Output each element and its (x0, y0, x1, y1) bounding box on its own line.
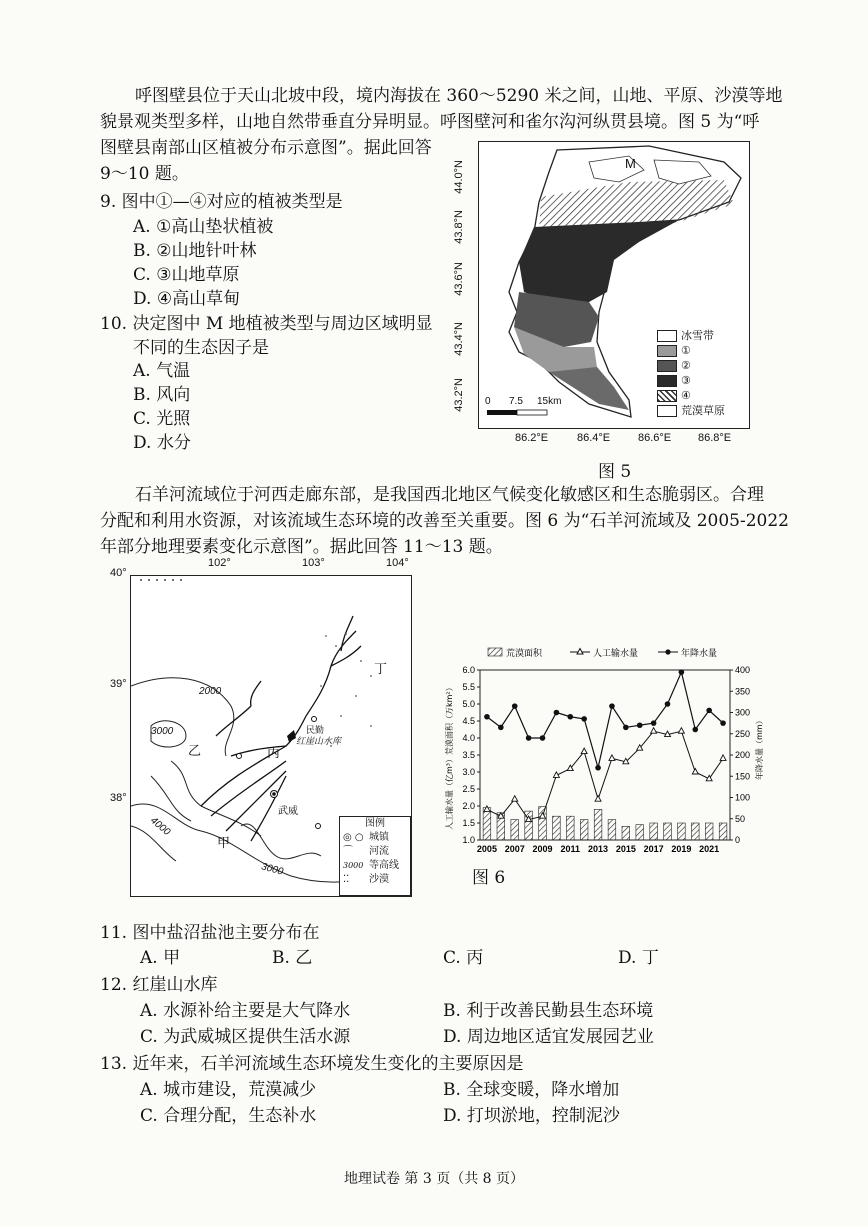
fig6-place-bing: 丙 (267, 746, 281, 761)
fig6-desert-area (320, 633, 372, 747)
fig6-label-reservoir: 红崖山水库 (296, 736, 342, 746)
chart-frame (480, 670, 730, 840)
desert-area-bar (553, 816, 561, 840)
fig5-lat-axis (453, 150, 473, 430)
fig5-lat-label: 43.4°N (453, 322, 465, 356)
q12-option-a: A. 水源补给主要是大气降水 (140, 1001, 351, 1021)
fig5-legend-label: ① (681, 344, 691, 357)
precipitation-line (487, 672, 723, 768)
fig6-contour (151, 776, 191, 821)
fig5-scale-0: 0 (485, 396, 491, 407)
fig5-legend-item (657, 373, 747, 388)
q13-option-a: A. 城市建设，荒漠减少 (140, 1080, 317, 1100)
water-transfer-point (692, 769, 698, 775)
fig6-legend-item (340, 831, 410, 845)
left-axis-tick-label: 6.0 (462, 665, 475, 675)
q11-option-d: D. 丁 (618, 948, 659, 968)
water-transfer-point (595, 796, 601, 802)
left-axis-tick-label: 4.5 (462, 716, 475, 726)
fig5-scale-bar (517, 410, 547, 415)
left-axis-tick-label: 2.5 (462, 784, 475, 794)
desert-area-bar (719, 823, 727, 840)
fig6-place-yi: 乙 (188, 744, 202, 759)
precipitation-point (706, 708, 712, 714)
intro2-line1: 石羊河流域位于河西走廊东部，是我国西北地区气候变化敏感区和生态脆弱区。合理 (135, 485, 764, 505)
fig6-legend-item (340, 873, 410, 887)
q11-stem: 11. 图中盐沼盐池主要分布在 (100, 923, 320, 943)
left-axis-tick-label: 1.0 (462, 835, 475, 845)
fig5-legend (657, 328, 747, 418)
precipitation-point (554, 710, 560, 716)
legend-swatch-desert (488, 648, 502, 656)
fig5-lon-label: 86.4°E (577, 432, 611, 444)
left-axis-tick-label: 1.5 (462, 818, 475, 828)
q9-option-a: A. ①高山垫状植被 (133, 217, 274, 237)
fig6-legend-item (340, 859, 410, 873)
fig5-legend-label: 冰雪带 (681, 329, 714, 342)
fig6-lat-label: 40° (110, 567, 127, 579)
x-axis-tick-label: 2013 (588, 844, 609, 854)
right-axis-tick-label: 350 (735, 686, 751, 697)
water-transfer-point (512, 796, 518, 802)
right-axis-tick-label: 50 (735, 813, 746, 824)
precipitation-point (665, 701, 671, 707)
q12-option-c: C. 为武威城区提供生活水源 (140, 1027, 351, 1047)
precipitation-point (637, 722, 643, 728)
fig6-contour (171, 761, 261, 836)
x-axis-tick-label: 2005 (476, 844, 497, 854)
fig6-legend-item (340, 845, 410, 859)
precipitation-point (540, 735, 546, 741)
intro1-line2: 貌景观类型多样，山地自然带垂直分异明显。呼图壁河和雀尔沟河纵贯县境。图 5 为“呼 (100, 112, 760, 132)
q12-option-b: B. 利于改善民勤县生态环境 (443, 1001, 654, 1021)
fig6-reservoir-marker (287, 730, 296, 742)
desert-area-bar (691, 823, 699, 840)
precipitation-point (512, 703, 518, 709)
desert-symbol-icon: ⁚⁚ (343, 874, 350, 885)
desert-area-bar (664, 823, 672, 840)
legend-marker-circle (665, 649, 670, 654)
precipitation-point (595, 765, 601, 771)
x-axis-tick-label: 2019 (671, 844, 692, 854)
x-axis-tick-label: 2017 (643, 844, 664, 854)
desert-area-bar (511, 820, 519, 840)
precipitation-point (692, 727, 698, 733)
q10-option-d: D. 水分 (133, 433, 191, 453)
precipitation-point (623, 725, 629, 731)
precipitation-point (484, 714, 490, 720)
intro2-line2: 分配和利用水资源，对该流域生态环境的改善至关重要。图 6 为“石羊河流域及 2005-2022 (100, 511, 789, 531)
fig5-legend-item (657, 328, 747, 343)
left-axis-tick-label: 5.5 (462, 682, 475, 692)
fig6-chart (430, 640, 770, 870)
q13-option-b: B. 全球变暖，降水增加 (443, 1080, 620, 1100)
fig6-caption: 图 6 (472, 868, 506, 888)
fig5-legend-label: ② (681, 359, 691, 372)
fig6-place-ding: 丁 (374, 662, 388, 677)
fig5-legend-label: ④ (681, 389, 691, 402)
q13-option-c: C. 合理分配，生态补水 (140, 1106, 317, 1126)
x-axis-tick-label: 2021 (699, 844, 720, 854)
x-axis-tick-label: 2009 (532, 844, 553, 854)
left-axis-tick-label: 3.5 (462, 750, 475, 760)
fig5-legend-label: 荒漠草原 (681, 404, 725, 417)
legend-label: 人工输水量 (593, 649, 639, 659)
precipitation-point (567, 714, 573, 720)
fig5-caption: 图 5 (598, 462, 632, 482)
fig5-lat-label: 43.2°N (453, 378, 465, 412)
town-symbol-icon: ◎ ○ (343, 832, 364, 843)
fig6-chart-svg (430, 640, 770, 870)
right-axis-label: 年降水量（mm） (755, 716, 764, 780)
q11-option-a: A. 甲 (140, 948, 181, 968)
precipitation-point (581, 716, 587, 722)
left-axis-tick-label: 4.0 (462, 733, 475, 743)
fig6-label-wuwei: 武威 (278, 806, 298, 817)
water-transfer-point (609, 755, 615, 761)
precipitation-point (720, 720, 726, 726)
fig5-map (478, 141, 750, 429)
intro1-line1: 呼图壁县位于天山北坡中段，境内海拔在 360～5290 米之间，山地、平原、沙漠等地 (135, 86, 783, 106)
q11-option-c: C. 丙 (443, 948, 484, 968)
q9-option-b: B. ②山地针叶林 (133, 241, 257, 261)
precipitation-point (679, 669, 685, 675)
intro1-line4: 9～10 题。 (100, 164, 189, 184)
q13-option-d: D. 打坝淤地，控制泥沙 (443, 1106, 620, 1126)
intro1-line3: 图壁县南部山区植被分布示意图”。据此回答 (100, 138, 432, 158)
fig5-m-label: M (625, 156, 636, 171)
q10-option-c: C. 光照 (133, 409, 191, 429)
q9-option-c: C. ③山地草原 (133, 265, 240, 285)
right-axis-tick-label: 400 (735, 665, 751, 675)
fig5-legend-item (657, 343, 747, 358)
q9-stem: 9. 图中①—④对应的植被类型是 (100, 192, 343, 212)
fig5-scale-7.5: 7.5 (509, 396, 523, 407)
fig5-legend-item (657, 403, 747, 418)
precipitation-point (498, 725, 504, 731)
x-axis-tick-label: 2007 (504, 844, 525, 854)
fig5-scale-15km: 15km (537, 396, 562, 407)
q12-stem: 12. 红崖山水库 (100, 975, 218, 995)
water-transfer-line (487, 731, 723, 819)
fig6-map-legend (339, 816, 411, 896)
intro2-line3: 年部分地理要素变化示意图”。据此回答 11～13 题。 (100, 537, 503, 557)
fig6-legend-title: 图例 (365, 818, 385, 829)
contour-symbol-icon: 3000 (343, 861, 364, 870)
x-axis-tick-label: 2011 (560, 844, 581, 854)
fig6-legend-label: 城镇 (369, 832, 389, 843)
q12-option-d: D. 周边地区适宜发展园艺业 (443, 1027, 654, 1047)
precipitation-point (651, 720, 657, 726)
desert-area-bar (678, 823, 686, 840)
q13-stem: 13. 近年来，石羊河流域生态环境发生变化的主要原因是 (100, 1054, 524, 1074)
fig5-legend-item (657, 358, 747, 373)
desert-area-bar (539, 807, 547, 840)
river-symbol-icon: ⌒ (343, 846, 353, 857)
fig5-scale-bar (487, 410, 517, 415)
desert-area-bar (636, 825, 644, 840)
desert-area-bar (580, 820, 588, 840)
q10-stem-line2: 不同的生态因子是 (133, 338, 269, 358)
legend-label: 荒漠面积 (506, 649, 543, 659)
desert-area-bar (566, 816, 574, 840)
precipitation-point (526, 735, 532, 741)
desert-area-bar (608, 820, 616, 840)
x-axis-tick-label: 2015 (615, 844, 636, 854)
fig5-zone-3 (519, 220, 679, 304)
q11-option-b: B. 乙 (272, 948, 313, 968)
fig6-contour-label: 3000 (259, 861, 285, 878)
fig6-lat-label: 39° (110, 678, 127, 690)
q10-stem-line1: 10. 决定图中 M 地植被类型与周边区域明显 (100, 314, 433, 334)
left-axis-tick-label: 3.0 (462, 767, 475, 777)
desert-area-bar (622, 826, 630, 840)
fig6-desert-dots (140, 579, 182, 581)
desert-area-bar (650, 823, 658, 840)
legend-marker-triangle (577, 649, 583, 655)
fig5-lat-label: 44.0°N (453, 160, 465, 194)
page-footer: 地理试卷 第 3 页（共 8 页） (343, 1171, 525, 1187)
fig6-label-minqin: 民勤 (306, 725, 325, 735)
fig6-legend-label: 等高线 (369, 860, 399, 871)
fig6-lon-label: 104° (386, 557, 409, 569)
water-transfer-point (720, 755, 726, 761)
fig5-lat-label: 43.6°N (453, 262, 465, 296)
fig5-lon-label: 86.6°E (638, 432, 672, 444)
precipitation-point (609, 703, 615, 709)
left-axis-tick-label: 5.0 (462, 699, 475, 709)
fig6-legend-label: 河流 (369, 846, 389, 857)
fig6-contour-label: 4000 (148, 815, 173, 838)
right-axis-tick-label: 200 (735, 750, 751, 760)
fig6-basin-map (130, 575, 412, 897)
right-axis-tick-label: 0 (735, 835, 741, 845)
q9-option-d: D. ④高山草甸 (133, 289, 241, 309)
left-axis-label: 人工输水量（亿m³）荒漠面积（万km²） (445, 683, 454, 830)
fig5-lat-label: 43.8°N (453, 210, 465, 244)
q10-option-a: A. 气温 (133, 361, 191, 381)
desert-area-bar (594, 809, 602, 840)
right-axis-tick-label: 150 (735, 771, 751, 782)
fig5-legend-item (657, 388, 747, 403)
water-transfer-point (678, 728, 684, 734)
right-axis-tick-label: 250 (735, 728, 751, 739)
fig6-contour-label: 2000 (199, 686, 222, 697)
right-axis-tick-label: 100 (735, 792, 751, 803)
fig6-lon-label: 102° (208, 557, 231, 569)
water-transfer-point (581, 748, 587, 754)
fig5-lon-label: 86.8°E (698, 432, 732, 444)
right-axis-tick-label: 300 (735, 707, 751, 718)
fig6-contour (241, 824, 321, 859)
fig6-legend-label: 沙漠 (369, 874, 389, 885)
fig6-contour-label: 3000 (151, 726, 174, 737)
water-transfer-point (651, 728, 657, 734)
desert-area-bar (483, 808, 491, 840)
fig5-lon-label: 86.2°E (515, 432, 549, 444)
fig6-lon-label: 103° (302, 557, 325, 569)
desert-area-bar (705, 823, 713, 840)
fig5-legend-label: ③ (681, 374, 691, 387)
left-axis-tick-label: 2.0 (462, 801, 475, 811)
q10-option-b: B. 风向 (133, 385, 191, 405)
fig6-lat-label: 38° (110, 792, 127, 804)
fig6-place-jia: 甲 (217, 836, 231, 851)
legend-label: 年降水量 (681, 649, 718, 659)
